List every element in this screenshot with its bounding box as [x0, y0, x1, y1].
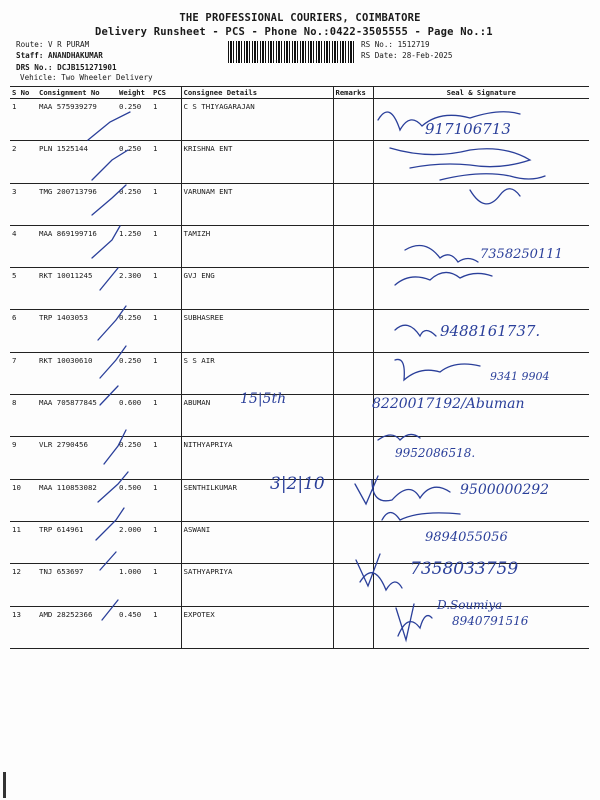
handwritten-phone-12: 7358033759: [410, 559, 519, 579]
handwritten-phone-13: 8940791516: [452, 614, 529, 628]
handwritten-phone-10: 9500000292: [460, 482, 550, 498]
cell-consignee: SENTHILKUMAR: [181, 479, 333, 521]
cell-consignment: TRP 1403053: [37, 310, 117, 352]
cell-sno: 3: [10, 183, 37, 225]
cell-pcs: 1: [151, 225, 181, 267]
cell-sno: 11: [10, 521, 37, 563]
cell-pcs: 1: [151, 183, 181, 225]
cell-remarks: [333, 352, 373, 394]
cell-weight: 0.500: [117, 479, 151, 521]
cell-remarks: [333, 141, 373, 183]
cell-weight: 0.250: [117, 352, 151, 394]
cell-consignment: AMD 28252366: [37, 606, 117, 648]
staff-label: Staff: ANANDHAKUMAR: [16, 51, 103, 60]
table-row: [10, 141, 589, 183]
cell-remarks: [333, 564, 373, 606]
cell-consignment: RKT 10030610: [37, 352, 117, 394]
cell-sno: 7: [10, 352, 37, 394]
col-consignment: Consignment No: [37, 87, 117, 99]
handwritten-phone-9: 9952086518.: [395, 446, 476, 460]
cell-weight: 0.450: [117, 606, 151, 648]
cell-weight: 0.600: [117, 395, 151, 437]
cell-sno: 6: [10, 310, 37, 352]
handwritten-phone-11: 9894055056: [425, 530, 508, 545]
cell-consignee: EXPOTEX: [181, 606, 333, 648]
cell-signature: [373, 352, 589, 394]
cell-weight: 0.250: [117, 141, 151, 183]
cell-consignment: VLR 2790456: [37, 437, 117, 479]
cell-pcs: 1: [151, 395, 181, 437]
cell-consignee: GVJ ENG: [181, 268, 333, 310]
cell-consignee: ABUMAN: [181, 395, 333, 437]
cell-remarks: [333, 395, 373, 437]
cell-weight: 0.250: [117, 183, 151, 225]
cell-weight: 0.250: [117, 310, 151, 352]
cell-remarks: [333, 99, 373, 141]
scan-edge-mark: [3, 772, 6, 798]
cell-consignee: S S AIR: [181, 352, 333, 394]
cell-sno: 5: [10, 268, 37, 310]
company-title: THE PROFESSIONAL COURIERS, COIMBATORE: [179, 12, 421, 24]
cell-sno: 4: [10, 225, 37, 267]
cell-pcs: 1: [151, 606, 181, 648]
col-remarks: Remarks: [333, 87, 373, 99]
col-pcs: PCS: [151, 87, 181, 99]
col-signature: Seal & Signature: [373, 87, 589, 99]
cell-consignment: MAA 705877845: [37, 395, 117, 437]
handwritten-phone-8: 8220017192/Abuman: [372, 396, 525, 412]
cell-weight: 1.000: [117, 564, 151, 606]
cell-consignee: SUBHASREE: [181, 310, 333, 352]
cell-signature: [373, 268, 589, 310]
cell-consignee: KRISHNA ENT: [181, 141, 333, 183]
handwritten-name-13: D.Soumiya: [437, 598, 503, 612]
cell-weight: 0.250: [117, 437, 151, 479]
cell-consignee: SATHYAPRIYA: [181, 564, 333, 606]
cell-pcs: 1: [151, 479, 181, 521]
cell-consignment: MAA 575939279: [37, 99, 117, 141]
rs-date: RS Date: 28-Feb-2025: [361, 51, 453, 60]
cell-pcs: 1: [151, 310, 181, 352]
col-sno: S No: [10, 87, 37, 99]
cell-remarks: [333, 183, 373, 225]
cell-consignment: TRP 614961: [37, 521, 117, 563]
vehicle-label: Vehicle: Two Wheeler Delivery: [20, 73, 153, 82]
cell-remarks: [333, 225, 373, 267]
col-consignee: Consignee Details: [181, 87, 333, 99]
drs-number: DRS No.: DCJB151271901: [16, 63, 117, 72]
cell-consignment: MAA 110853082: [37, 479, 117, 521]
cell-consignee: ASWANI: [181, 521, 333, 563]
cell-sno: 13: [10, 606, 37, 648]
runsheet-subtitle: Delivery Runsheet - PCS - Phone No.:0422-3505555 - Page No.:1: [95, 26, 493, 38]
table-row: [10, 268, 589, 310]
cell-pcs: 1: [151, 268, 181, 310]
cell-weight: 2.300: [117, 268, 151, 310]
cell-consignment: TMG 200713796: [37, 183, 117, 225]
cell-sno: 2: [10, 141, 37, 183]
cell-consignee: TAMIZH: [181, 225, 333, 267]
cell-remarks: [333, 268, 373, 310]
table-row: [10, 437, 589, 479]
cell-sno: 1: [10, 99, 37, 141]
cell-remarks: [333, 437, 373, 479]
cell-weight: 0.250: [117, 99, 151, 141]
cell-pcs: 1: [151, 564, 181, 606]
handwritten-phone-4: 7358250111: [480, 247, 563, 262]
cell-signature: [373, 141, 589, 183]
cell-consignee: NITHYAPRIYA: [181, 437, 333, 479]
cell-pcs: 1: [151, 437, 181, 479]
cell-remarks: [333, 479, 373, 521]
cell-pcs: 1: [151, 352, 181, 394]
cell-remarks: [333, 521, 373, 563]
cell-consignee: VARUNAM ENT: [181, 183, 333, 225]
cell-consignment: MAA 869199716: [37, 225, 117, 267]
rs-number: RS No.: 1512719: [361, 40, 430, 49]
cell-sno: 10: [10, 479, 37, 521]
handwritten-note-8: 15|5th: [240, 391, 287, 407]
handwritten-phone-6: 9488161737.: [440, 322, 541, 340]
handwritten-phone-1: 917106713: [425, 120, 511, 138]
cell-pcs: 1: [151, 99, 181, 141]
col-weight: Weight: [117, 87, 151, 99]
cell-remarks: [333, 606, 373, 648]
cell-sno: 12: [10, 564, 37, 606]
cell-weight: 1.250: [117, 225, 151, 267]
cell-sno: 9: [10, 437, 37, 479]
cell-consignment: TNJ 653697: [37, 564, 117, 606]
cell-pcs: 1: [151, 141, 181, 183]
cell-consignee: C S THIYAGARAJAN: [181, 99, 333, 141]
cell-sno: 8: [10, 395, 37, 437]
table-row: [10, 183, 589, 225]
handwritten-phone-7: 9341 9904: [490, 370, 550, 383]
cell-pcs: 1: [151, 521, 181, 563]
handwritten-note-10: 3|2|10: [270, 474, 325, 494]
cell-consignment: PLN 1525144: [37, 141, 117, 183]
route-label: Route: V R PURAM: [16, 40, 90, 49]
cell-remarks: [333, 310, 373, 352]
cell-signature: [373, 183, 589, 225]
cell-consignment: RKT 10011245: [37, 268, 117, 310]
table-header-row: [10, 87, 589, 99]
cell-weight: 2.000: [117, 521, 151, 563]
barcode: [228, 41, 356, 63]
